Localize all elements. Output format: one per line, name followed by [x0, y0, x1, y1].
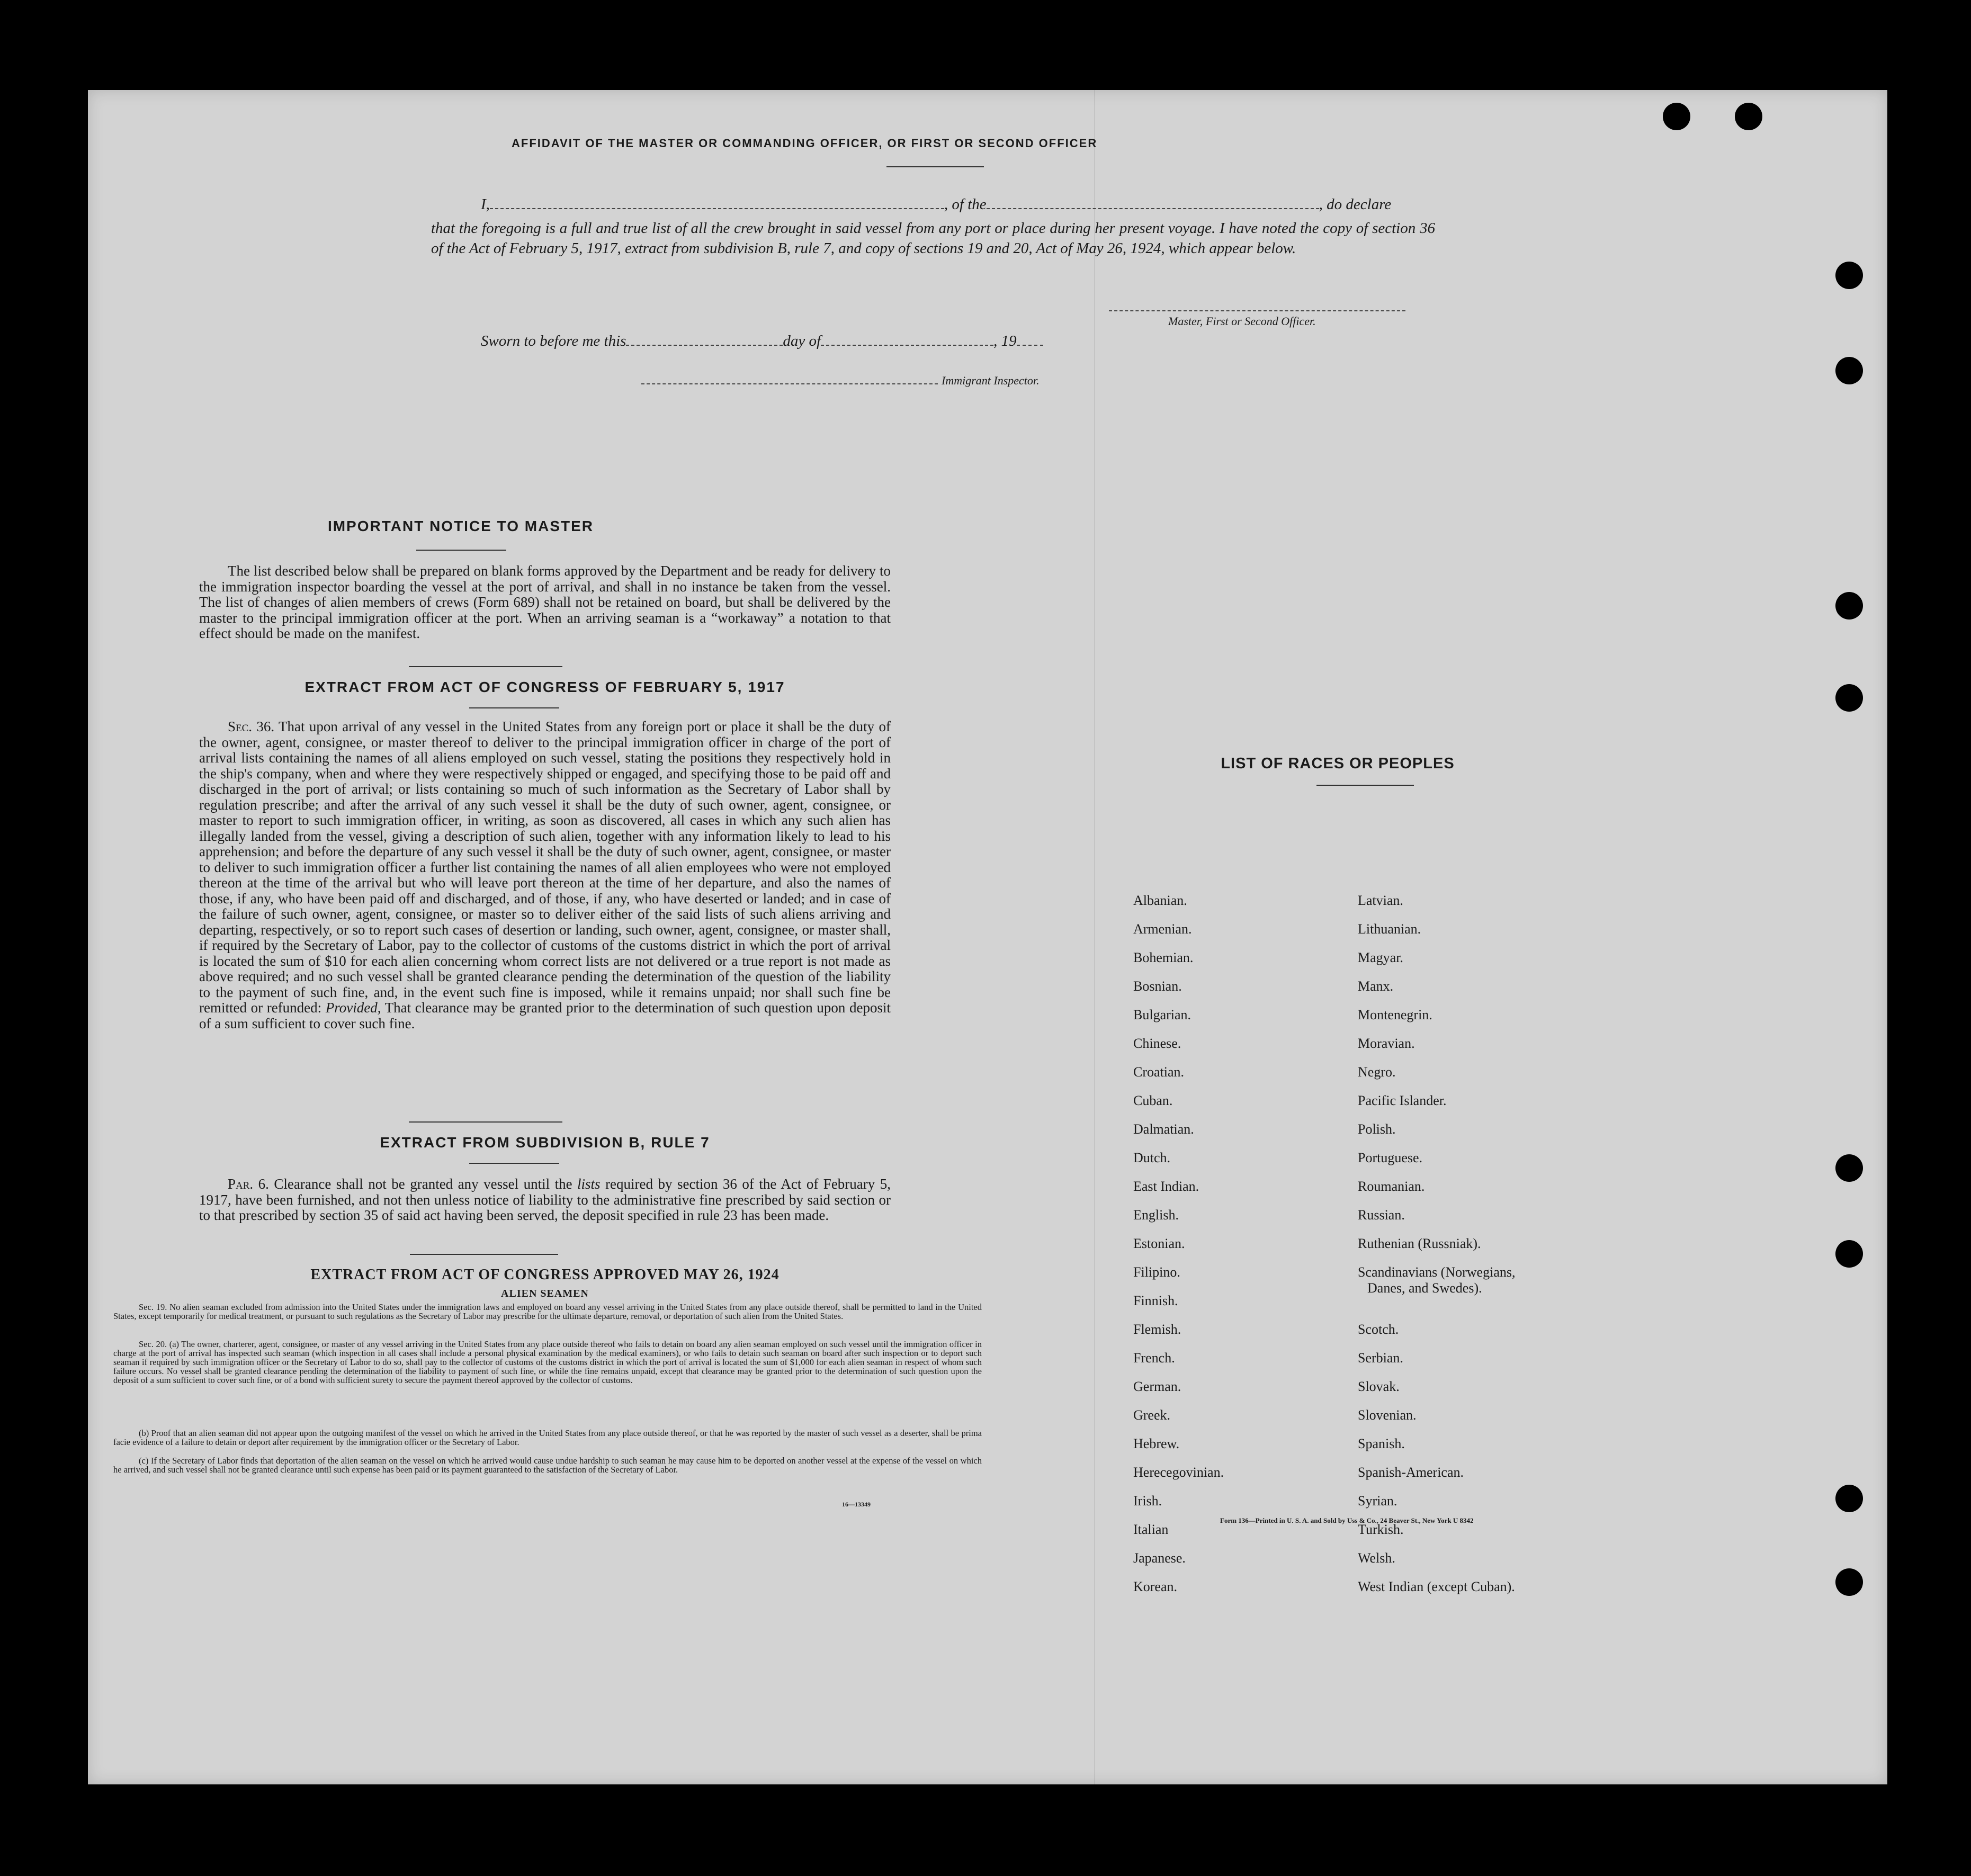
sworn-line [481, 333, 1043, 350]
punch-hole [1835, 1154, 1863, 1182]
races-title-rule [1316, 785, 1414, 786]
notice-body: The list described below shall be prepared on blank forms approved by the Department and be ready for delivery to the immigration inspector boarding the vessel at the port of arrival, and shall in no instance be taken from the vessel. The list of changes of alien members of crews (Form 689) shall not be retained on board, but shall be delivered by the master to the principal immigration officer at the port. When an arriving seaman is a “workaway” a notation to that effect should be made on the manifest. [199, 563, 891, 641]
race-item: Serbian. [1358, 1350, 1403, 1366]
notice-title-rule [416, 550, 506, 551]
race-item: Japanese. [1133, 1550, 1186, 1566]
race-item: Magyar. [1358, 950, 1403, 965]
race-item: Montenegrin. [1358, 1007, 1432, 1022]
race-item: Irish. [1133, 1493, 1162, 1509]
notice-end-rule [409, 666, 562, 667]
punch-hole [1735, 103, 1762, 130]
sworn-month-blank[interactable] [821, 345, 993, 346]
provided-label: Provided, [325, 1000, 381, 1016]
race-item: West Indian (except Cuban). [1358, 1579, 1515, 1594]
par-6-text-a: Clearance shall not be granted any vessel until the [274, 1176, 572, 1192]
race-item: Danes, and Swedes). [1367, 1280, 1482, 1296]
race-item: Scotch. [1358, 1322, 1399, 1337]
affidavit-title-rule [886, 166, 984, 167]
race-item: Roumanian. [1358, 1179, 1425, 1194]
day-of-label: day of [783, 333, 821, 349]
rule7-title: EXTRACT FROM SUBDIVISION B, RULE 7 [380, 1134, 710, 1151]
punch-hole [1835, 1568, 1863, 1596]
race-item: Albanian. [1133, 893, 1187, 908]
race-item: Russian. [1358, 1207, 1405, 1223]
affidavit-title: AFFIDAVIT OF THE MASTER OR COMMANDING OFFICER, OR FIRST OR SECOND OFFICER [512, 137, 1098, 150]
race-item: Croatian. [1133, 1064, 1185, 1080]
race-item: Chinese. [1133, 1036, 1181, 1051]
sec-36-end: That clearance may be granted prior to the determination of such question upon deposit of a sum sufficient to cover such fine. [199, 1000, 891, 1031]
lists-word: lists [577, 1176, 601, 1192]
race-item: Greek. [1133, 1407, 1171, 1423]
notice-title: IMPORTANT NOTICE TO MASTER [327, 518, 594, 534]
inspector-signature-label: Immigrant Inspector. [942, 374, 1040, 387]
race-item: Cuban. [1133, 1093, 1173, 1108]
punch-hole [1835, 592, 1863, 620]
race-item: Italian [1133, 1522, 1169, 1537]
affidavit-body: that the foregoing is a full and true list of all the crew brought in said vessel from any port or place during her present voyage. I have noted the copy of section 36 of the Act of February 5, 1917, extract from subdivision B, rule 7, and copy of sections 19 and 20, Act of May 26, 1924, which appear below. [431, 220, 1435, 257]
race-item: French. [1133, 1350, 1175, 1366]
master-signature-label: Master, First or Second Officer. [1168, 315, 1316, 328]
race-item: Lithuanian. [1358, 921, 1421, 937]
affidavit-line-1 [481, 196, 1391, 213]
sec-36-text: That upon arrival of any vessel in the United States from any foreign port or place it shall be the duty of the owner, agent, consignee, or master thereof to deliver to the principal immigration officer in charge of the port of arrival lists containing the names of all aliens employed on such vessel, stating the positions they respectively hold in the ship's company, when and where they were respectively shipped or engaged, and specifying those to be paid off and discharged in the port of arrival; or lists containing so much of such information as the Secretary of Labor shall by regulation prescribe; and after the arrival of any such vessel it shall be the duty of such owner, agent, consignee, or master to report to such immigration officer, in writing, as soon as discovered, all cases in which any such alien has illegally landed from the vessel, giving a description of such alien, together with any information likely to lead to his apprehension; and before the departure of any such vessel it shall be the duty of such owner, agent, consignee, or master to deliver to such immigration officer a further list containing the names of all alien employees who were not employed thereon at the time of the arrival but who will leave port thereon at the time of her departure, and also the names of those, if any, who have been paid off and discharged, and of those, if any, who have deserted or landed; and in case of the failure of such owner, agent, consignee, or master so to deliver either of the said lists of such aliens arriving and departing, respectively, or so to report such cases of desertion or landing, such owner, agent, consignee, or master shall, if required by the Secretary of Labor, pay to the collector of customs of the customs district in which the port of arrival is located the sum of $10 for each alien concerning whom correct lists are not delivered or a true report is not made as above required; and no such vessel shall be granted clearance pending the determination of the question of the liability to the payment of such fine, and, in the event such fine is imposed, while it remains unpaid; nor shall such fine be remitted or refunded: [199, 719, 891, 1016]
master-signature-line[interactable] [1109, 310, 1405, 311]
race-item: Estonian. [1133, 1236, 1185, 1251]
race-item: Scandinavians (Norwegians, [1358, 1264, 1516, 1280]
sworn-day-blank[interactable] [626, 345, 783, 346]
race-item: Turkish. [1358, 1522, 1404, 1537]
race-item: Armenian. [1133, 921, 1192, 937]
race-item: Portuguese. [1358, 1150, 1423, 1165]
rule7-rule [469, 1163, 559, 1164]
punch-hole [1835, 684, 1863, 712]
punch-hole [1835, 357, 1863, 384]
name-blank[interactable] [490, 208, 944, 209]
sec-20a-text: Sec. 20. (a) The owner, charterer, agent, consignee, or master of any vessel arriving in the United States from any place outside thereof who fails to detain on board any alien seaman employed on such vessel until the immigration officer in charge at the port of arrival has inspected such seaman (which inspection in all cases shall include a personal physical examination by the medical examiners), or who fails to detain such seaman on board after such inspection or to deport such seaman if required by such immigration officer or the Secretary of Labor to do so, shall pay to the collector of customs of the customs district in which the port of arrival is located the sum of $1,000 for each alien seaman in respect of whom such failure occurs. No vessel shall be granted clearance pending the determination of the liability to payment of such fine, or while the fine remains unpaid, except that clearance may be granted prior to the determination of such question upon the deposit of a sum sufficient to cover such fine, or of a bond with sufficient surety to secure the payment thereof approved by the collector of customs. [113, 1339, 982, 1385]
inspector-signature-line[interactable] [641, 383, 938, 384]
act-1924-subtitle: ALIEN SEAMEN [501, 1288, 589, 1299]
affidavit-i-label: I, [481, 196, 490, 213]
par-6-text-b: required by section 36 of the Act of February 5, 1917, have been furnished, and not then unless notice of liability to the administrative fine prescribed by said section or to that prescribed by section 35 of said act having been served, the deposit specified in rule 23 has been made. [199, 1176, 891, 1223]
extract-1917-title: EXTRACT FROM ACT OF CONGRESS OF FEBRUARY 5, 1917 [304, 679, 785, 695]
sec-36-label: Sec. 36. [228, 719, 275, 734]
punch-hole [1835, 262, 1863, 289]
race-item: Spanish-American. [1358, 1465, 1464, 1480]
race-item: Filipino. [1133, 1264, 1180, 1280]
race-item: Finnish. [1133, 1293, 1178, 1308]
race-item: Welsh. [1358, 1550, 1395, 1566]
race-item: Spanish. [1358, 1436, 1405, 1451]
extract-1917-body [199, 719, 891, 1031]
form-page [88, 90, 1887, 1784]
vessel-blank[interactable] [987, 208, 1319, 209]
punch-hole [1835, 1240, 1863, 1268]
race-item: Slovenian. [1358, 1407, 1417, 1423]
race-item: Dalmatian. [1133, 1121, 1194, 1137]
race-item: Bulgarian. [1133, 1007, 1191, 1022]
punch-hole [1663, 103, 1690, 130]
race-item: Herecegovinian. [1133, 1465, 1224, 1480]
race-item: Dutch. [1133, 1150, 1171, 1165]
race-item: Pacific Islander. [1358, 1093, 1447, 1108]
race-item: Slovak. [1358, 1379, 1400, 1394]
year-label: , 19 [993, 333, 1017, 349]
race-item: Latvian. [1358, 893, 1403, 908]
race-item: Ruthenian (Russniak). [1358, 1236, 1481, 1251]
sec-20c-text: (c) If the Secretary of Labor finds that deportation of the alien seaman on the vessel on which he arrived would cause undue hardship to such seaman he may cause him to be deported on another vessel at the expense of the vessel on which he arrived, and such vessel shall not be granted clearance until such expense has been paid or its payment guaranteed to the satisfaction of the Secretary of Labor. [113, 1456, 982, 1475]
race-item: Polish. [1358, 1121, 1396, 1137]
race-item: Manx. [1358, 979, 1394, 994]
race-item: East Indian. [1133, 1179, 1199, 1194]
race-item: Moravian. [1358, 1036, 1415, 1051]
races-title: LIST OF RACES OR PEOPLES [1221, 755, 1455, 772]
sworn-label: Sworn to before me this [481, 333, 626, 349]
rule7-body [199, 1177, 891, 1224]
rule7-end-rule [410, 1254, 558, 1255]
race-item: Bosnian. [1133, 979, 1182, 994]
page-fold [1094, 90, 1095, 1784]
race-item: German. [1133, 1379, 1181, 1394]
race-item: English. [1133, 1207, 1179, 1223]
extract-1917-end-rule [409, 1121, 562, 1123]
sec-19-text: Sec. 19. No alien seaman excluded from admission into the United States under the immigration laws and employed on board any vessel arriving in the United States from any place outside thereof, shall be permitted to land in the United States, except temporarily for medical treatment, or pursuant to such regulations as the Secretary of Labor may prescribe for the ultimate departure, removal, or deportation of such alien from the United States. [113, 1302, 982, 1321]
affidavit-of-the-label: , of the [944, 196, 987, 213]
extract-1917-rule [469, 707, 559, 708]
par-6-label: Par. 6. [228, 1176, 269, 1192]
form-code: 16—13349 [842, 1501, 871, 1508]
act-1924-title: EXTRACT FROM ACT OF CONGRESS APPROVED MAY 26, 1924 [310, 1267, 780, 1283]
race-item: Negro. [1358, 1064, 1396, 1080]
race-item: Korean. [1133, 1579, 1178, 1594]
affidavit-declare-label: , do declare [1319, 196, 1392, 213]
race-item: Bohemian. [1133, 950, 1194, 965]
race-item: Flemish. [1133, 1322, 1181, 1337]
printer-imprint: Form 136—Printed in U. S. A. and Sold by Uss & Co., 24 Beaver St., New York U 8342 [1220, 1516, 1474, 1524]
race-item: Hebrew. [1133, 1436, 1180, 1451]
sec-20b-text: (b) Proof that an alien seaman did not appear upon the outgoing manifest of the vessel on which he arrived in the United States from any place outside thereof, or that he was reported by the master of such vessel as a deserter, shall be prima facie evidence of a failure to detain or deport after requirement by the immigration officer or the Secretary of Labor. [113, 1428, 982, 1447]
sworn-year-blank[interactable] [1017, 345, 1043, 346]
race-item: Syrian. [1358, 1493, 1397, 1509]
punch-hole [1835, 1485, 1863, 1512]
